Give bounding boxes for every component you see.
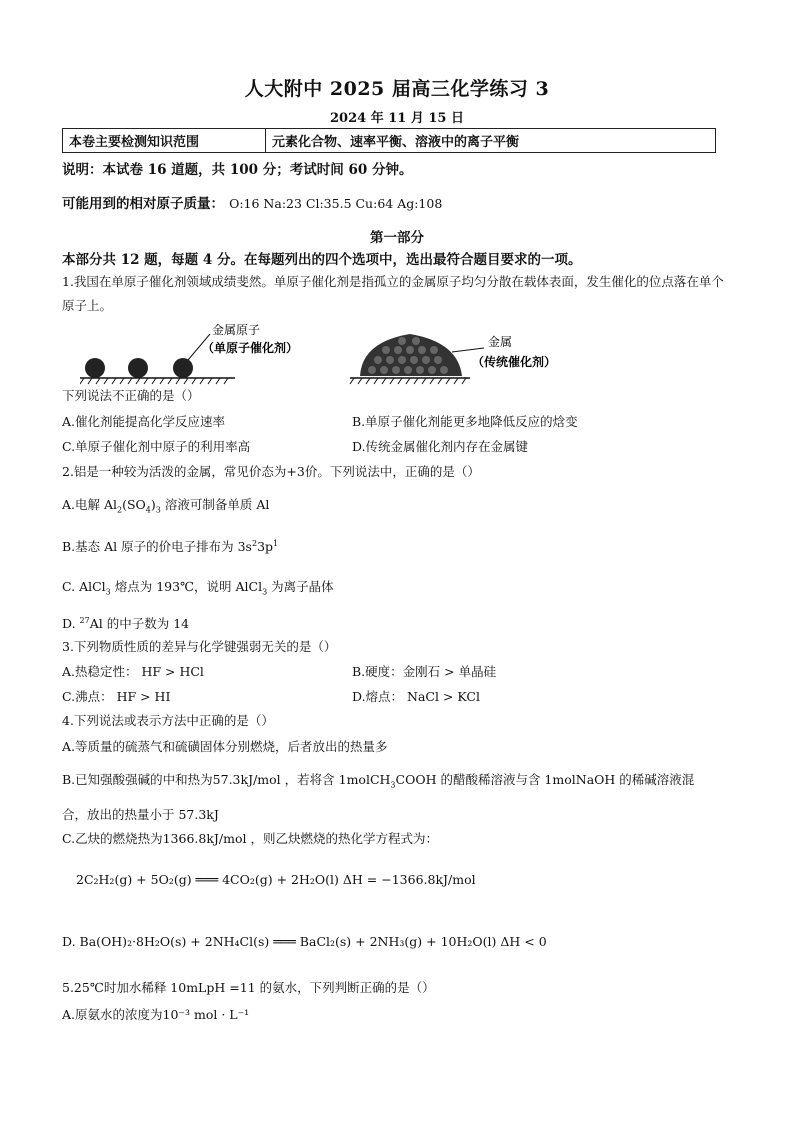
q4-option-b: B.已知强酸强碱的中和热为57.3kJ/mol ，若将含 1molCH$_3$COOH 的醋酸稀溶液与含 1molNaOH 的稀碱溶液混 bbox=[62, 772, 695, 790]
part-one-title: 第一部分 bbox=[370, 230, 424, 246]
q1-option-a: A.催化剂能提高化学反应速率 bbox=[62, 414, 226, 429]
scope-label: 本卷主要检测知识范围 bbox=[63, 129, 266, 153]
q5-stem: 5.25℃时加水稀释 10mLpH =11 的氨水，下列判断正确的是（） bbox=[62, 980, 435, 995]
q3-stem: 3.下列物质性质的差异与化学键强弱无关的是（） bbox=[62, 639, 337, 654]
q4-option-b-cont: 合，放出的热量小于 57.3kJ bbox=[62, 807, 219, 822]
q1-stem: 1.我国在单原子催化剂领域成绩斐然。单原子催化剂是指孤立的金属原子均匀分散在载体表面，发生催化的位点落在单个原子上。 bbox=[62, 274, 724, 313]
exam-date: 2024 年 11 月 15 日 bbox=[330, 111, 464, 126]
q5-option-a: A.原氨水的浓度为10⁻³ mol · L⁻¹ bbox=[62, 1007, 250, 1022]
q4-option-c: C.乙炔的燃烧热为1366.8kJ/mol ，则乙炔燃烧的热化学方程式为： bbox=[62, 831, 438, 846]
q4-option-c-equation: 2C₂H₂(g) + 5O₂(g) ═══ 4CO₂(g) + 2H₂O(l) ΔH = −1366.8kJ/mol bbox=[76, 872, 476, 887]
traditional-label-2: （传统催化剂） bbox=[472, 355, 557, 369]
q1-option-d: D.传统金属催化剂内存在金属键 bbox=[352, 439, 529, 454]
q2-option-d: D. $^{27}$Al 的中子数为 14 bbox=[62, 615, 190, 631]
traditional-catalyst-diagram bbox=[350, 334, 484, 384]
atomic-mass-label: 可能用到的相对原子质量： bbox=[62, 196, 224, 212]
q2-option-b: B.基态 Al 原子的价电子排布为 $3s^23p^1$ bbox=[62, 538, 279, 554]
single-atom-label-2: （单原子催化剂） bbox=[202, 341, 299, 355]
q3-option-a: A.热稳定性： HF > HCl bbox=[62, 664, 204, 679]
single-atom-label-1: 金属原子 bbox=[212, 323, 261, 337]
q4-option-a: A.等质量的硫蒸气和硫磺固体分别燃烧，后者放出的热量多 bbox=[62, 739, 388, 754]
q2-stem: 2.铝是一种较为活泼的金属，常见价态为+3价。下列说法中，正确的是（） bbox=[62, 464, 480, 479]
scope-table bbox=[62, 128, 716, 153]
catalyst-figure bbox=[80, 320, 640, 390]
q4-stem: 4.下列说法或表示方法中正确的是（） bbox=[62, 713, 274, 728]
traditional-label-1: 金属 bbox=[488, 335, 513, 349]
q4-option-d: D. Ba(OH)₂·8H₂O(s) + 2NH₄Cl(s) ═══ BaCl₂(s) + 2NH₃(g) + 10H₂O(l) ΔH < 0 bbox=[62, 934, 547, 949]
exam-note: 说明：本试卷 16 道题，共 100 分；考试时间 60 分钟。 bbox=[62, 162, 413, 178]
q3-option-b: B.硬度：金刚石 > 单晶硅 bbox=[352, 664, 497, 679]
scope-value: 元素化合物、速率平衡、溶液中的离子平衡 bbox=[266, 129, 716, 153]
page-title: 人大附中 2025 届高三化学练习 3 bbox=[244, 78, 550, 100]
q1-ask: 下列说法不正确的是（） bbox=[62, 388, 200, 403]
atomic-mass-values: O:16 Na:23 Cl:35.5 Cu:64 Ag:108 bbox=[229, 196, 443, 211]
q1-option-b: B.单原子催化剂能更多地降低反应的焓变 bbox=[352, 414, 578, 429]
q3-option-d: D.熔点： NaCl > KCl bbox=[352, 689, 480, 704]
atomic-mass-line bbox=[62, 192, 442, 212]
part-one-instruction: 本部分共 12 题，每题 4 分。在每题列出的四个选项中，选出最符合题目要求的一项。 bbox=[62, 252, 582, 268]
q3-option-c: C.沸点： HF > HI bbox=[62, 689, 171, 704]
q2-option-c: C. AlCl$_3$ 熔点为 193℃，说明 AlCl$_3$ 为离子晶体 bbox=[62, 579, 334, 597]
q2-option-a: A.电解 $Al_2(SO_4)_3$ 溶液可制备单质 Al bbox=[62, 497, 270, 515]
q1-option-c: C.单原子催化剂中原子的利用率高 bbox=[62, 439, 251, 454]
